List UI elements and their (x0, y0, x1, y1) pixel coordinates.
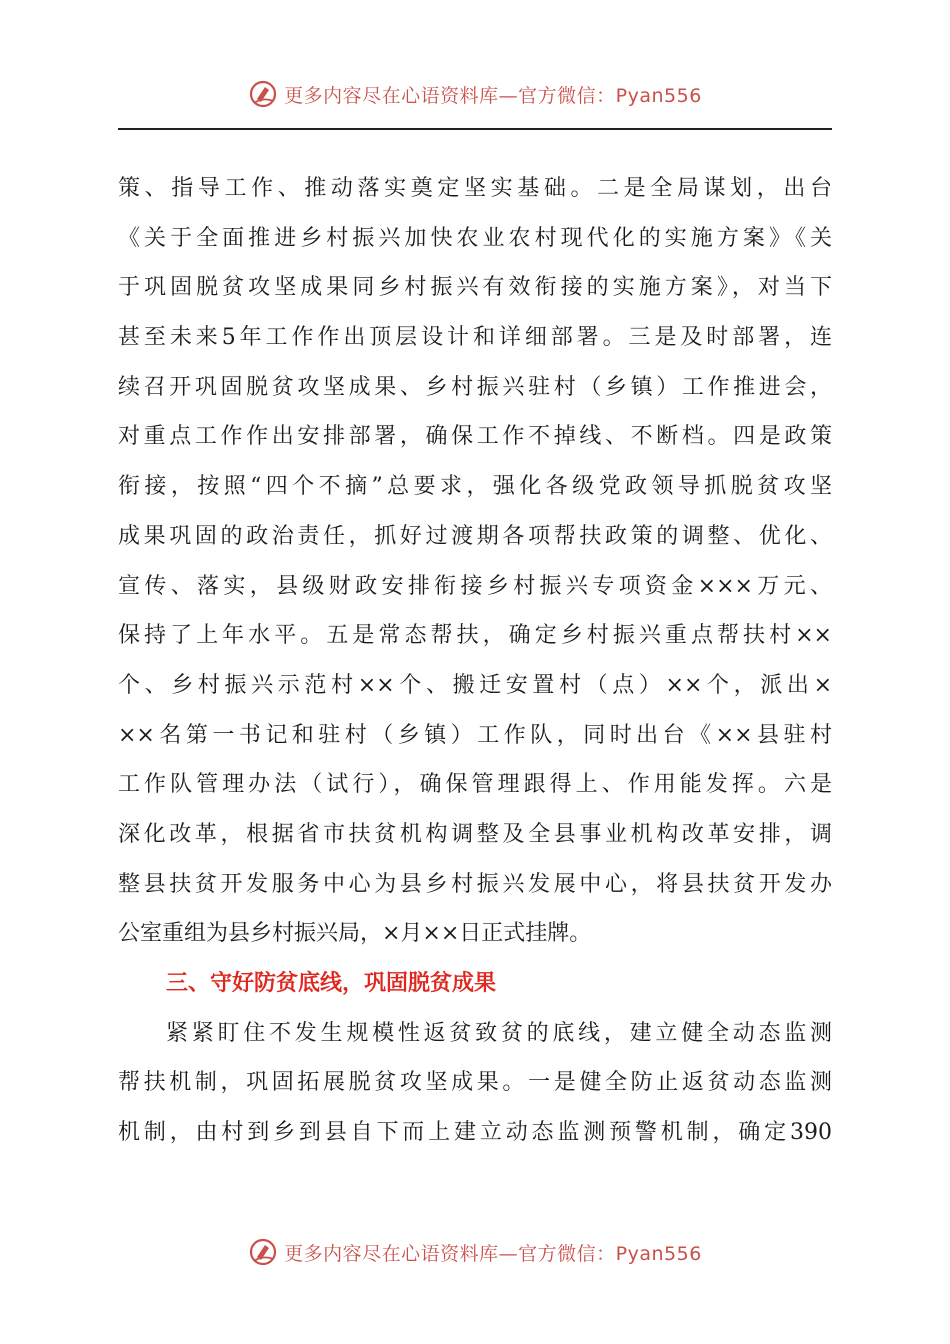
text-line: 机制，由村到乡到县自下而上建立动态监测预警机制，确定390 (118, 1120, 832, 1146)
text-line: 《关于全面推进乡村振兴加快农业农村现代化的实施方案》《关 (118, 225, 832, 251)
text-line: 成果巩固的政治责任，抓好过渡期各项帮扶政策的调整、优化、 (118, 523, 832, 549)
text-line: 甚至未来5年工作作出顶层设计和详细部署。三是及时部署，连 (118, 325, 832, 351)
text-line: 紧紧盯住不发生规模性返贫致贫的底线，建立健全动态监测 (166, 1020, 832, 1046)
header-divider (118, 128, 832, 130)
text-line: 保持了上年水平。五是常态帮扶，确定乡村振兴重点帮扶村×× (118, 623, 832, 649)
text-line: 工作队管理办法（试行），确保管理跟得上、作用能发挥。六是 (118, 772, 832, 798)
text-line: 对重点工作作出安排部署，确保工作不掉线、不断档。四是政策 (118, 424, 832, 450)
footer-watermark-text: 更多内容尽在心语资料库—官方微信：Pyan556 (284, 1242, 702, 1265)
text-line: ××名第一书记和驻村（乡镇）工作队，同时出台《××县驻村 (118, 722, 832, 748)
logo-icon (248, 79, 278, 109)
paragraph-1 (118, 164, 832, 959)
text-line: 个、乡村振兴示范村××个、搬迁安置村（点）××个，派出× (118, 672, 832, 698)
header-watermark (0, 74, 950, 114)
section-heading-3: 三、守好防贫底线，巩固脱贫成果 (166, 971, 497, 996)
document-body (118, 164, 832, 1158)
text-line: 于巩固脱贫攻坚成果同乡村振兴有效衔接的实施方案》，对当下 (118, 275, 832, 301)
text-line: 宣传、落实，县级财政安排衔接乡村振兴专项资金×××万元、 (118, 573, 832, 599)
text-line: 帮扶机制，巩固拓展脱贫攻坚成果。一是健全防止返贫动态监测 (118, 1070, 832, 1096)
footer-watermark (0, 1232, 950, 1272)
text-line: 深化改革，根据省市扶贫机构调整及全县事业机构改革安排，调 (118, 821, 832, 847)
paragraph-2 (118, 1009, 832, 1158)
text-line: 整县扶贫开发服务中心为县乡村振兴发展中心，将县扶贫开发办 (118, 871, 832, 897)
logo-icon (248, 1237, 278, 1267)
text-line: 衔接，按照“四个不摘”总要求，强化各级党政领导抓脱贫攻坚 (118, 474, 832, 500)
text-line: 策、指导工作、推动落实奠定坚实基础。二是全局谋划，出台 (118, 176, 832, 201)
text-line: 公室重组为县乡村振兴局，×月××日正式挂牌。 (118, 921, 592, 947)
text-line: 续召开巩固脱贫攻坚成果、乡村振兴驻村（乡镇）工作推进会， (118, 374, 832, 400)
header-watermark-text: 更多内容尽在心语资料库—官方微信：Pyan556 (284, 84, 702, 107)
